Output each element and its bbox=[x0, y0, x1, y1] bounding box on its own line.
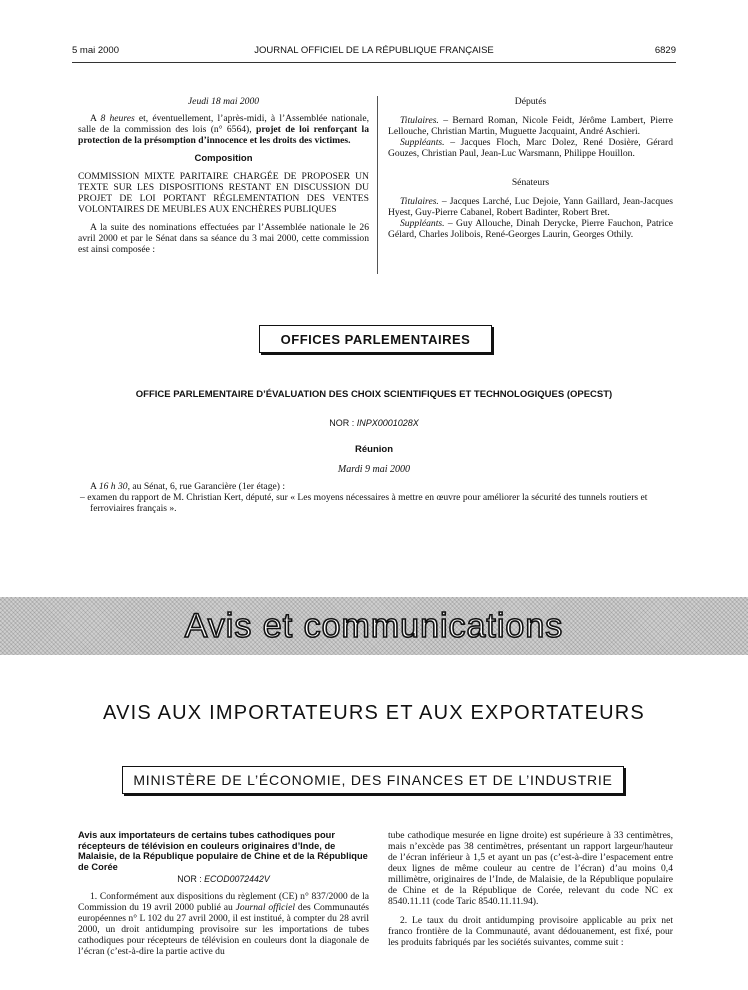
reunion-date: Mardi 9 mai 2000 bbox=[337, 464, 411, 475]
composition-paragraph: A la suite des nominations effectuées par l’Assemblée nationale le 26 avril 2000 et par le Sénat dans sa séance du 3 mai 2000, cette commission est ainsi composée : bbox=[78, 222, 369, 255]
banner-title: Avis et communications bbox=[184, 606, 564, 645]
right-column-bottom bbox=[388, 830, 673, 948]
para-text: 1. Conformément aux dispositions du règlement (CE) n° 837/2000 de la Commission du 19 avril 2000 publié au bbox=[78, 891, 369, 913]
names-list: – Jacques Larché, Luc Dejoie, Yann Gaillard, Jean-Jacques Hyest, Guy-Pierre Cabanel, Robert Badinter, Robert Bret. bbox=[388, 196, 673, 218]
offices-parlementaires-box: OFFICES PARLEMENTAIRES bbox=[259, 325, 492, 353]
avis-title: Avis aux importateurs de certains tubes cathodiques pour récepteurs de télévision en couleurs originaires d’Inde, de Malaisie, de la République populaire de Chine et de la République de Corée bbox=[78, 830, 368, 872]
titulaires-label: Titulaires. bbox=[400, 196, 439, 207]
nor-label: NOR : bbox=[177, 874, 205, 884]
left-column-top bbox=[78, 96, 369, 255]
ministere-box: MINISTÈRE DE L’ÉCONOMIE, DES FINANCES ET DE L’INDUSTRIE bbox=[122, 766, 624, 794]
nor-reference bbox=[0, 418, 748, 428]
avis-importateurs-heading: AVIS AUX IMPORTATEURS ET AUX EXPORTATEURS bbox=[103, 702, 645, 724]
names-list: – Guy Allouche, Dinah Derycke, Pierre Fauchon, Patrice Gélard, Charles Jolibois, René-Georges Laurin, Georges Othily. bbox=[388, 218, 673, 240]
header-rule bbox=[72, 62, 676, 63]
nor-code: INPX0001028X bbox=[356, 418, 419, 428]
para-text: des Communautés européennes n° L 102 du 27 avril 2000, il est institué, à compter du 28 avril 2000, un droit antidumping provisoire sur les importations de tubes cathodiques pour récepteurs de télévision en couleurs dont la diagonale de l’écran (c’est-à-dire la partie active du bbox=[78, 902, 370, 957]
suppleants-label: Suppléants. bbox=[400, 137, 445, 148]
para-text: et, éventuellement, l’après-midi, à l’Assemblée nationale, salle de la commission des lois (n° 6564), bbox=[78, 113, 369, 135]
right-column-top bbox=[388, 96, 673, 240]
column-divider bbox=[377, 96, 378, 274]
header-date: 5 mai 2000 bbox=[72, 45, 120, 56]
header-page-number: 6829 bbox=[654, 45, 676, 56]
suppleants-label: Suppléants. bbox=[400, 218, 445, 229]
titulaires-label: Titulaires. bbox=[400, 115, 439, 126]
avis-nor bbox=[78, 874, 369, 885]
names-list: – Bernard Roman, Nicole Feidt, Jérôme Lambert, Pierre Lellouche, Christian Martin, Muguette Jacquaint, André Aschieri. bbox=[388, 115, 673, 137]
names-list: – Jacques Floch, Marc Dolez, René Dosière, Gérard Gouzes, Christian Paul, Jean-Luc Warsmann, Philippe Houillon. bbox=[388, 137, 673, 159]
reunion-heading: Réunion bbox=[355, 444, 393, 455]
meeting-paragraph bbox=[78, 113, 369, 146]
deputes-suppleants bbox=[388, 137, 673, 159]
reunion-time: 16 h 30 bbox=[98, 481, 128, 492]
left-column-bottom bbox=[78, 830, 369, 957]
office-title: OFFICE PARLEMENTAIRE D’ÉVALUATION DES CHOIX SCIENTIFIQUES ET TECHNOLOGIQUES (OPECST) bbox=[135, 389, 613, 400]
reunion-details bbox=[78, 481, 676, 514]
avis-paragraph-1-cont: tube cathodique mesurée en ligne droite) est supérieure à 33 centimètres, mais n’excède pas 38 centimètres, présentant un rapport largeur/hauteur de l’écran inférieur à 1,5 et ayant un pas (c’est-à-dire l’espacement entre deux lignes de même couleur au centre de l’écran) d’au moins 0,4 millimètre, originaires de l’Inde, de Malaisie, de la République populaire de Chine et de la République de Corée, relevant du code NC ex 8540.11.11 (code Taric 8540.11.11.94). bbox=[388, 830, 673, 907]
commission-title: COMMISSION MIXTE PARITAIRE CHARGÉE DE PROPOSER UN TEXTE SUR LES DISPOSITIONS RESTANT EN DISCUSSION DU PROJET DE LOI PORTANT RÉGLEMENTATION DES VENTES VOLONTAIRES DE MEUBLES AUX ENCHÈRES PUBLIQUES bbox=[78, 171, 369, 215]
header-journal-title: JOURNAL OFFICIEL DE LA RÉPUBLIQUE FRANÇAISE bbox=[254, 45, 494, 56]
senateurs-suppleants bbox=[388, 218, 673, 240]
para-text: A bbox=[90, 481, 99, 492]
reunion-location bbox=[78, 481, 676, 492]
avis-paragraph-2: 2. Le taux du droit antidumping provisoire applicable au prix net franco frontière de la Communauté, avant dédouanement, est fixé, pour les produits fabriqués par les sociétés suivantes, comme suit : bbox=[388, 915, 673, 948]
meeting-time: 8 heures bbox=[100, 113, 135, 124]
deputes-titulaires bbox=[388, 115, 673, 137]
page-header bbox=[72, 45, 676, 59]
senateurs-titulaires bbox=[388, 196, 673, 218]
nor-code: ECOD0072442V bbox=[204, 874, 270, 884]
para-text: A bbox=[90, 113, 101, 124]
meeting-date: Jeudi 18 mai 2000 bbox=[187, 96, 260, 107]
para-text: , au Sénat, 6, rue Garancière (1er étage) : bbox=[127, 481, 286, 492]
senateurs-heading: Sénateurs bbox=[511, 177, 550, 188]
section-banner bbox=[0, 597, 748, 655]
composition-heading: Composition bbox=[194, 153, 253, 164]
nor-label: NOR : bbox=[329, 418, 357, 428]
reunion-agenda: – examen du rapport de M. Christian Kert, député, sur « Les moyens nécessaires à mettre en œuvre pour améliorer la sécurité des tunnels routiers et ferroviaires français ». bbox=[80, 492, 648, 514]
avis-paragraph-1 bbox=[78, 891, 369, 957]
deputes-heading: Députés bbox=[514, 96, 547, 107]
journal-officiel-ref: Journal officiel bbox=[235, 902, 296, 913]
bill-title: projet de loi renforçant la protection de la présomption d’innocence et les droits des victimes. bbox=[78, 124, 369, 146]
